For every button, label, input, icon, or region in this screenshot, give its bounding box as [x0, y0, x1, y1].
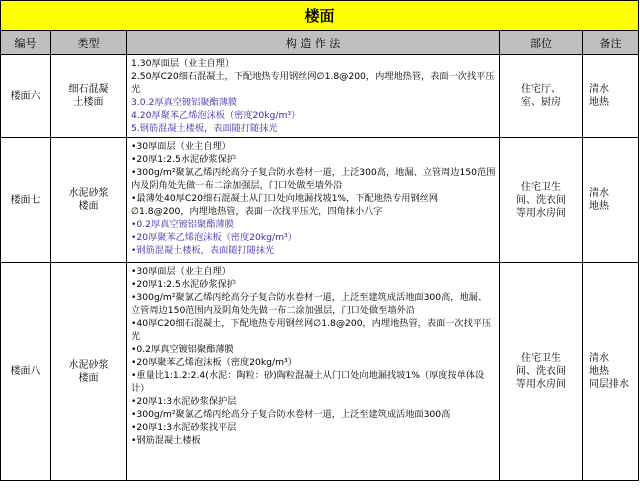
layer-line: •300g/m²聚氯乙烯丙纶高分子复合防水卷材一道，上泛300高，地漏、立管周边150范围内及阴角处先做一布二涂加强层，门口处做至墙外沿	[131, 167, 496, 191]
location-line: 室、厨房	[521, 97, 561, 108]
layer-line: 3.0.2厚真空镀铝聚酯薄膜	[131, 97, 238, 108]
layer-line: •300g/m²聚氯乙烯丙纶高分子复合防水卷材一道，上泛至建筑成活地面300高，地漏、立管周边150范围内及阴角处先做一布二涂加强层，门口处做至墙外沿	[131, 292, 488, 316]
header-row	[1, 31, 639, 55]
row-remarks	[583, 138, 639, 263]
layer-line: •0.2厚真空镀铝聚酯薄膜	[131, 219, 234, 230]
table-row	[1, 263, 639, 481]
layer-line: 4.20厚聚苯乙烯泡沫板（密度20kg/m³）	[131, 110, 301, 121]
row-code: 楼面七	[1, 138, 51, 263]
type-line: 水泥砂浆	[68, 359, 109, 371]
type-line: 细石混凝	[68, 84, 109, 95]
header-code: 编号	[1, 31, 51, 55]
layer-line: •20厚聚苯乙烯泡沫板（密度20kg/m³）	[131, 357, 297, 368]
layer-line: •重量比1:1.2:2.4(水泥：陶粒：砂)陶粒混凝土从门口处向地漏找坡1%（厚度按单体设计）	[131, 370, 485, 394]
layer-line: 2.50厚C20细石混凝土，下配地热专用钢丝网∅1.8@200，内埋地热管，表面一次找平压光	[131, 71, 495, 95]
row-type	[51, 55, 127, 138]
layer-line: •钢筋混凝土楼板，表面随打随抹光	[131, 245, 275, 256]
row-construction	[127, 138, 500, 263]
table-title: 楼面	[1, 1, 639, 31]
remark-line: 清水	[589, 84, 609, 95]
layer-line: •30厚面层（业主自理）	[131, 266, 231, 277]
remark-line: 地热	[589, 201, 609, 212]
remark-line: 地热	[589, 366, 609, 377]
layer-line: •钢筋混凝土楼板	[131, 435, 201, 446]
layer-line: •20厚1:2.5水泥砂浆保护	[131, 154, 236, 165]
row-remarks	[583, 263, 639, 481]
header-type: 类型	[51, 31, 127, 55]
layer-line: •20厚1:3水泥砂浆保护层	[131, 396, 237, 407]
layer-line: •最薄处40厚C20细石混凝土从门口处向地漏找坡1%，下配地热专用钢丝网∅1.8@200，内埋地热管，表面一次找平压光，四角抹小八字	[131, 193, 439, 217]
row-location	[500, 263, 583, 481]
row-remarks	[583, 55, 639, 138]
location-line: 间、洗衣间	[516, 366, 566, 377]
layer-line: •20厚1:3水泥砂浆找平层	[131, 422, 237, 433]
layer-line: •40厚C20细石混凝土，下配地热专用钢丝网∅1.8@200，内埋地热管，表面一次找平压光	[131, 318, 492, 342]
layer-line: •30厚面层（业主自理）	[131, 141, 231, 152]
remark-line: 同层排水	[589, 379, 629, 390]
table-row	[1, 138, 639, 263]
header-construction: 构 造 作 法	[127, 31, 500, 55]
remark-line: 清水	[589, 353, 609, 364]
row-type	[51, 263, 127, 481]
row-location	[500, 138, 583, 263]
location-line: 等用水房间	[516, 207, 566, 219]
location-line: 等用水房间	[516, 379, 566, 390]
layer-line: •0.2厚真空镀铝聚酯薄膜	[131, 344, 234, 355]
location-line: 住宅卫生	[521, 353, 561, 364]
row-location	[500, 55, 583, 138]
type-line: 楼面	[78, 372, 99, 384]
table-row	[1, 55, 639, 138]
row-construction	[127, 55, 500, 138]
type-line: 土楼面	[73, 97, 104, 108]
row-code: 楼面八	[1, 263, 51, 481]
type-line: 楼面	[78, 201, 99, 212]
remark-line: 清水	[589, 188, 609, 199]
layer-line: •20厚1:2.5水泥砂浆保护	[131, 279, 236, 290]
row-type	[51, 138, 127, 263]
type-line: 水泥砂浆	[68, 188, 109, 199]
header-location: 部位	[500, 31, 583, 55]
location-line: 住宅卫生	[521, 181, 561, 193]
row-code: 楼面六	[1, 55, 51, 138]
row-construction	[127, 263, 500, 481]
location-line: 间、洗衣间	[516, 194, 566, 206]
layer-line: •300g/m²聚氯乙烯丙纶高分子复合防水卷材一道，上泛至建筑成活地面300高	[131, 409, 451, 420]
location-line: 住宅厅、	[521, 84, 561, 95]
header-remarks: 备注	[583, 31, 639, 55]
layer-line: 5.钢筋混凝土楼板，表面随打随抹光	[131, 123, 278, 134]
layer-line: •20厚聚苯乙烯泡沫板（密度20kg/m³）	[131, 232, 297, 243]
layer-line: 1.30厚面层（业主自理）	[131, 58, 235, 69]
remark-line: 地热	[589, 97, 609, 108]
